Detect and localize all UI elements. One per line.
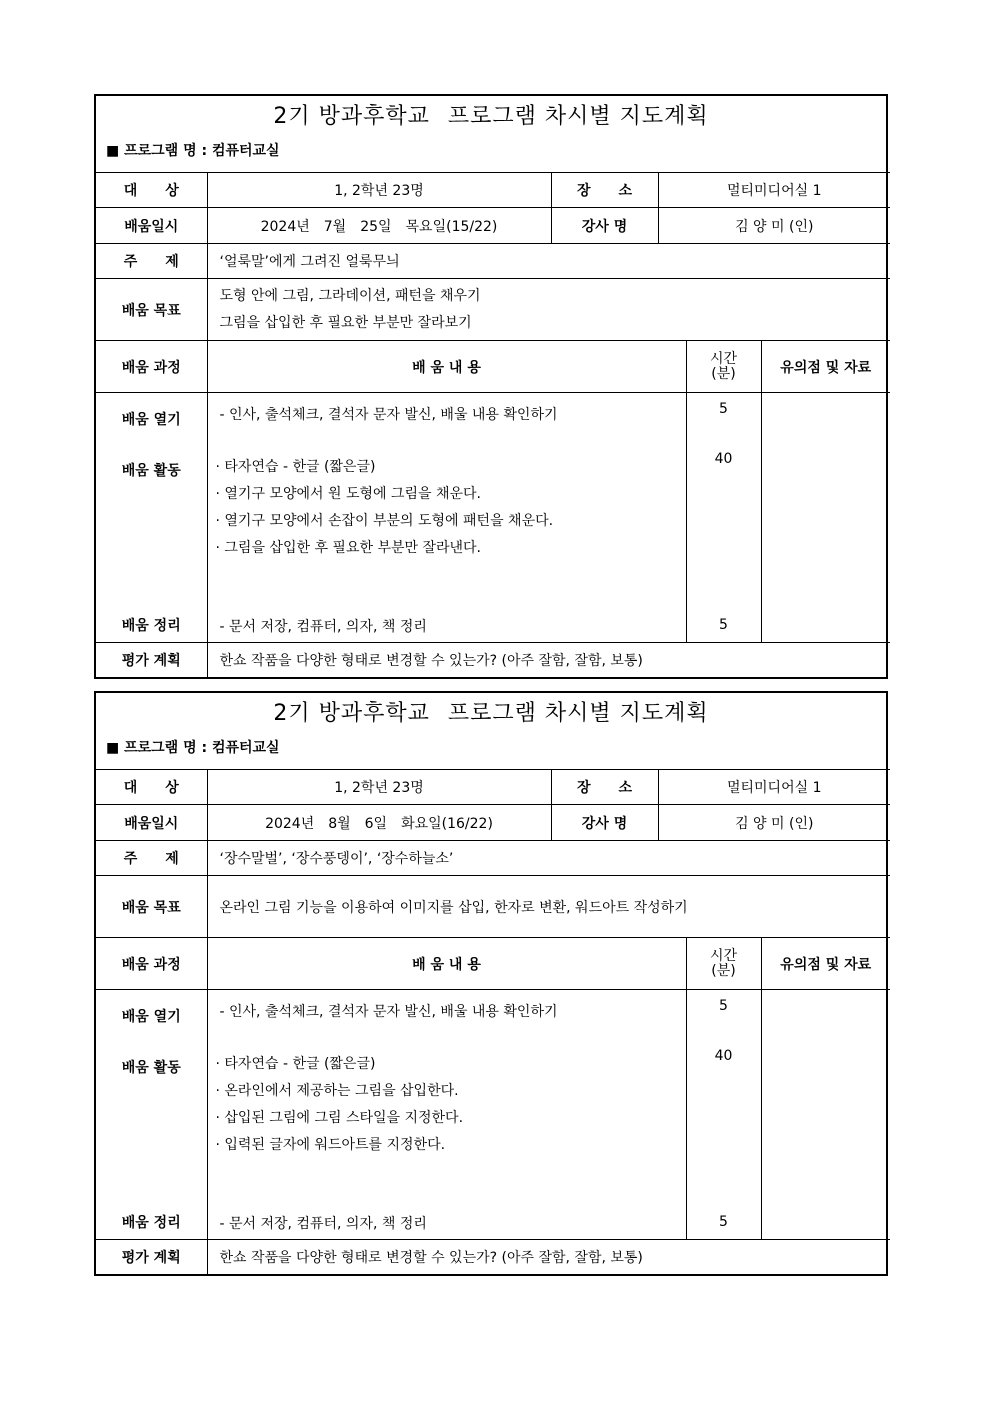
process-label: 배움 과정 [96, 341, 207, 393]
eval-text: 한쇼 작품을 다양한 형태로 변경할 수 있는가? (아주 잘함, 잘함, 보통) [207, 1240, 890, 1274]
plan-title-part-b: 프로그램 차시별 지도계획 [447, 701, 709, 726]
notes-cell [761, 990, 890, 1240]
date-label: 배움일시 [96, 208, 207, 244]
time-activity: 40 [714, 451, 733, 467]
plan-title-part-b: 프로그램 차시별 지도계획 [447, 104, 709, 129]
time-open: 5 [719, 998, 728, 1014]
goal-label: 배움 목표 [96, 279, 207, 341]
plan-table [96, 769, 890, 1274]
open-text: - 인사, 출석체크, 결석자 문자 발신, 배울 내용 확인하기 [219, 407, 558, 423]
activity-item-1: · 타자연습 - 한글 (짧은글) [215, 1056, 376, 1072]
stage-open: 배움 열기 [121, 1009, 181, 1025]
stage-activity: 배움 활동 [121, 1060, 181, 1076]
lesson-content [207, 393, 686, 643]
content-label: 배 움 내 용 [207, 938, 686, 990]
time-header-line-2: (분) [711, 962, 736, 979]
lesson-content [207, 990, 686, 1240]
plan-title-part-a: 2기 방과후학교 [273, 104, 430, 129]
goal-label: 배움 목표 [96, 876, 207, 938]
process-stages [96, 990, 207, 1240]
activity-item-4: · 그림을 삽입한 후 필요한 부분만 잘라낸다. [215, 540, 482, 556]
goal-cell [207, 279, 890, 341]
target-value: 1, 2학년 23명 [207, 770, 551, 805]
teacher-value: 김 양 미 (인) [658, 805, 890, 841]
plan-title-part-a: 2기 방과후학교 [273, 701, 430, 726]
teacher-value: 김 양 미 (인) [658, 208, 890, 244]
stage-close: 배움 정리 [121, 1215, 181, 1231]
program-name: ■ 프로그램 명 : 컴퓨터교실 [106, 143, 280, 159]
lesson-plan-2 [94, 691, 888, 1276]
goal-line-2: 그림을 삽입한 후 필요한 부분만 잘라보기 [219, 314, 472, 331]
stage-close: 배움 정리 [121, 618, 181, 634]
time-open: 5 [719, 401, 728, 417]
eval-label: 평가 계획 [96, 643, 207, 677]
topic-label: 주 제 [96, 244, 207, 279]
topic-label: 주 제 [96, 841, 207, 876]
time-header-line-1: 시간 [709, 350, 738, 367]
topic-value: ‘얼룩말’에게 그려진 얼룩무늬 [207, 244, 890, 279]
close-text: - 문서 저장, 컴퓨터, 의자, 책 정리 [219, 619, 427, 635]
stage-activity: 배움 활동 [121, 463, 181, 479]
open-text: - 인사, 출석체크, 결석자 문자 발신, 배울 내용 확인하기 [219, 1004, 558, 1020]
date-value: 2024년 7월 25일 목요일(15/22) [207, 208, 551, 244]
time-close: 5 [719, 1214, 728, 1230]
activity-item-2: · 열기구 모양에서 원 도형에 그림을 채운다. [215, 486, 482, 502]
place-label: 장 소 [551, 173, 658, 208]
time-header-line-1: 시간 [709, 947, 738, 964]
goal-line-1: 온라인 그림 기능을 이용하여 이미지를 삽입, 한자로 변환, 워드아트 작성하기 [219, 899, 688, 916]
target-label: 대 상 [96, 173, 207, 208]
topic-value: ‘장수말벌’, ‘장수풍뎅이’, ‘장수하늘소’ [207, 841, 890, 876]
notes-label: 유의점 및 자료 [761, 938, 890, 990]
place-value: 멀티미디어실 1 [658, 770, 890, 805]
notes-label: 유의점 및 자료 [761, 341, 890, 393]
notes-cell [761, 393, 890, 643]
goal-line-1: 도형 안에 그림, 그라데이션, 패턴을 채우기 [219, 287, 481, 304]
eval-text: 한쇼 작품을 다양한 형태로 변경할 수 있는가? (아주 잘함, 잘함, 보통) [207, 643, 890, 677]
close-text: - 문서 저장, 컴퓨터, 의자, 책 정리 [219, 1216, 427, 1232]
plan-table [96, 172, 890, 677]
target-value: 1, 2학년 23명 [207, 173, 551, 208]
time-activity: 40 [714, 1048, 733, 1064]
teacher-label: 강사 명 [551, 208, 658, 244]
lesson-plan-1 [94, 94, 888, 679]
time-values [686, 990, 761, 1240]
place-label: 장 소 [551, 770, 658, 805]
teacher-label: 강사 명 [551, 805, 658, 841]
date-label: 배움일시 [96, 805, 207, 841]
activity-item-1: · 타자연습 - 한글 (짧은글) [215, 459, 376, 475]
program-name: ■ 프로그램 명 : 컴퓨터교실 [106, 740, 280, 756]
plan-title [96, 96, 886, 136]
plan-title [96, 693, 886, 733]
activity-item-4: · 입력된 글자에 워드아트를 지정한다. [215, 1137, 446, 1153]
target-label: 대 상 [96, 770, 207, 805]
place-value: 멀티미디어실 1 [658, 173, 890, 208]
stage-open: 배움 열기 [121, 412, 181, 428]
time-values [686, 393, 761, 643]
time-header-line-2: (분) [711, 365, 736, 382]
process-stages [96, 393, 207, 643]
content-label: 배 움 내 용 [207, 341, 686, 393]
eval-label: 평가 계획 [96, 1240, 207, 1274]
date-value: 2024년 8월 6일 화요일(16/22) [207, 805, 551, 841]
activity-item-3: · 열기구 모양에서 손잡이 부분의 도형에 패턴을 채운다. [215, 513, 554, 529]
activity-item-2: · 온라인에서 제공하는 그림을 삽입한다. [215, 1083, 459, 1099]
process-label: 배움 과정 [96, 938, 207, 990]
time-close: 5 [719, 617, 728, 633]
goal-cell [207, 876, 890, 938]
time-header [686, 341, 761, 393]
activity-item-3: · 삽입된 그림에 그림 스타일을 지정한다. [215, 1110, 464, 1126]
time-header [686, 938, 761, 990]
